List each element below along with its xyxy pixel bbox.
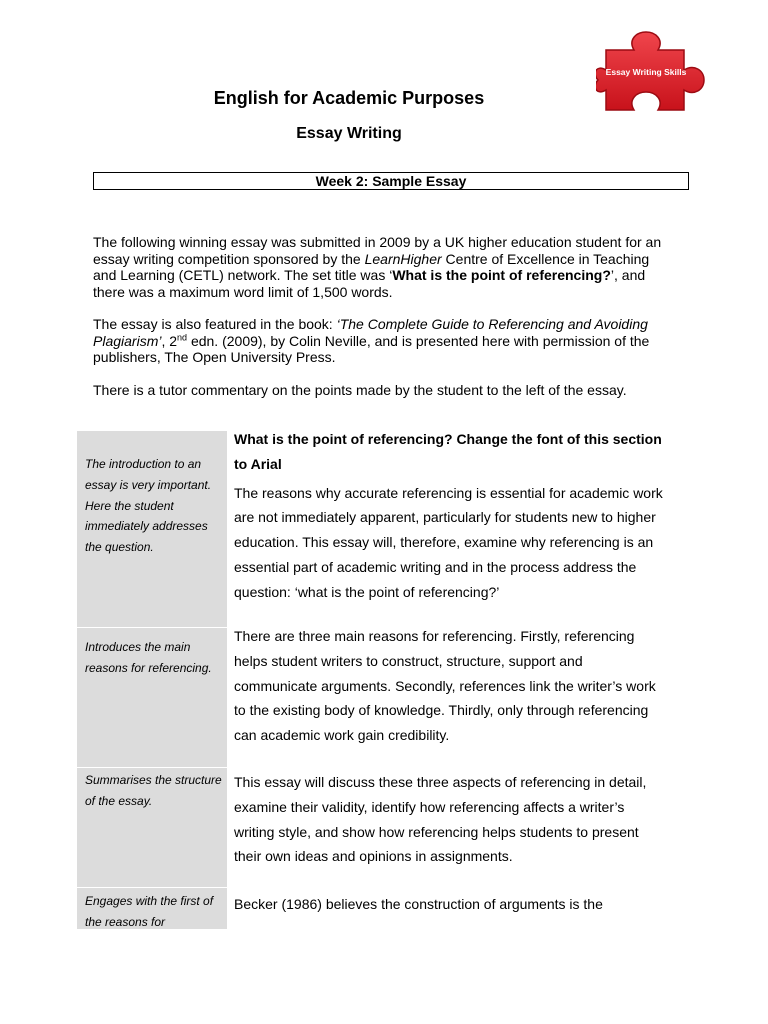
book-title-italic: ‘The Complete Guide to Referencing and Avoiding Plagiarism’: [93, 316, 648, 349]
intro-text: ’, and there was a maximum word limit of 1,500 words.: [93, 267, 646, 300]
commentary-divider: [77, 887, 227, 888]
intro-paragraph-2: [93, 316, 673, 366]
edition-superscript: nd: [177, 331, 188, 342]
intro-paragraph-1: [93, 234, 673, 300]
intro-text: The essay is also featured in the book:: [93, 316, 337, 332]
commentary-divider: [77, 627, 227, 628]
learnhigher-italic: LearnHigher: [364, 250, 442, 267]
intro-paragraph-3: There is a tutor commentary on the points made by the student to the left of the essay.: [93, 381, 627, 398]
commentary-note-4: Engages with the first of the reasons for: [85, 894, 214, 929]
week-banner: Week 2: Sample Essay: [93, 172, 689, 190]
essay-paragraph-4: Becker (1986) believes the construction of arguments is the: [234, 896, 603, 912]
document-subtitle: Essay Writing: [296, 125, 402, 142]
essay-intro-block: [234, 427, 664, 605]
essay-heading: What is the point of referencing? Change the font of this section to Arial: [234, 431, 662, 472]
commentary-note-3: Summarises the structure of the essay.: [85, 773, 222, 808]
intro-text: The following winning essay was submitted in 2009 by a UK higher education student for an essay writing competition sponsored by the: [93, 234, 662, 267]
essay-title-bold: What is the point of referencing?: [392, 267, 611, 283]
commentary-note-1: The introduction to an essay is very important. Here the student immediately addresses the question.: [85, 457, 212, 555]
logo-text: Essay Writing Skills: [605, 67, 687, 77]
commentary-note-2: Introduces the main reasons for referencing.: [85, 640, 212, 675]
essay-paragraph-1: The reasons why accurate referencing is essential for academic work are not immediately apparent, particularly for students new to higher education. This essay will, therefore, examine why referencing is an essential part of academic writing and in the process address the question: ‘what is the point of referencing?’: [234, 484, 663, 600]
document-title: English for Academic Purposes: [213, 88, 485, 108]
intro-section: [93, 234, 673, 414]
intro-text: , 2: [161, 332, 178, 349]
commentary-divider: [77, 767, 227, 768]
intro-text: Centre of Excellence in Teaching and Learning (CETL) network. The set title was ‘: [93, 250, 650, 283]
intro-text: edn. (2009), by Colin Neville, and is presented here with permission of the publishers, The Open University Press.: [93, 332, 650, 365]
essay-paragraph-2: There are three main reasons for referencing. Firstly, referencing helps student writers to construct, structure, support and communicate arguments. Secondly, references link the writer’s work to the existing body of knowledge. Thirdly, only through referencing can academic work gain credibility.: [234, 628, 656, 744]
essay-paragraph-3: This essay will discuss these three aspects of referencing in detail, examine their validity, identify how referencing affects a writer’s writing style, and show how referencing helps students to present their own ideas and opinions in assignments.: [234, 774, 647, 865]
